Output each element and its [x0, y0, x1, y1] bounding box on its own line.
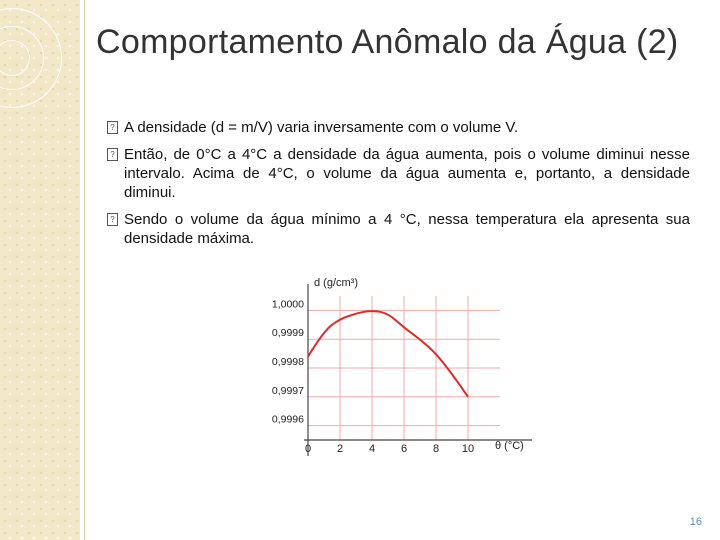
x-tick-label: 2	[336, 443, 344, 455]
x-tick-label: 10	[461, 443, 475, 455]
bullet-text: Sendo o volume da água mínimo a 4 °C, nessa temperatura ela apresenta sua densidade máxima.	[124, 211, 690, 247]
bullet-icon: ?	[107, 213, 118, 226]
chart-x-axis-label: θ (°C)	[495, 440, 524, 452]
y-tick-label: 0,9996	[271, 413, 304, 426]
page-number: 16	[689, 516, 702, 528]
chart-y-axis-label: d (g/cm³)	[314, 277, 358, 289]
bullet-text: A densidade (d = m/V) varia inversamente com o volume V.	[124, 119, 519, 136]
y-tick-label: 0,9999	[271, 327, 304, 340]
bullet-item	[107, 145, 690, 202]
bullet-item	[107, 118, 690, 137]
x-tick-label: 4	[368, 443, 376, 455]
x-tick-label: 0	[304, 443, 312, 455]
x-tick-label: 6	[400, 443, 408, 455]
y-tick-label: 1,0000	[271, 298, 304, 311]
y-tick-label: 0,9997	[271, 384, 304, 397]
y-tick-label: 0,9998	[271, 356, 304, 368]
density-curve	[308, 311, 468, 397]
chart-axes	[304, 284, 532, 456]
bullet-text: Então, de 0°C a 4°C a densidade da água aumenta, pois o volume diminui nesse intervalo. Acima de 4°C, o volume da água aumenta e, portanto, a densidade diminui.	[124, 146, 690, 201]
decorative-sidebar	[0, 0, 80, 540]
x-tick-label: 8	[432, 443, 440, 455]
sidebar-divider	[84, 0, 85, 540]
chart-series	[308, 311, 468, 397]
slide-title: Comportamento Anômalo da Água (2)	[96, 23, 679, 61]
bullet-icon: ?	[107, 148, 118, 161]
bullet-list	[107, 118, 690, 256]
chart-grid	[308, 296, 500, 440]
chart-ticks	[272, 298, 474, 455]
bullet-item	[107, 210, 690, 248]
bullet-icon: ?	[107, 121, 118, 134]
density-chart	[258, 272, 548, 462]
